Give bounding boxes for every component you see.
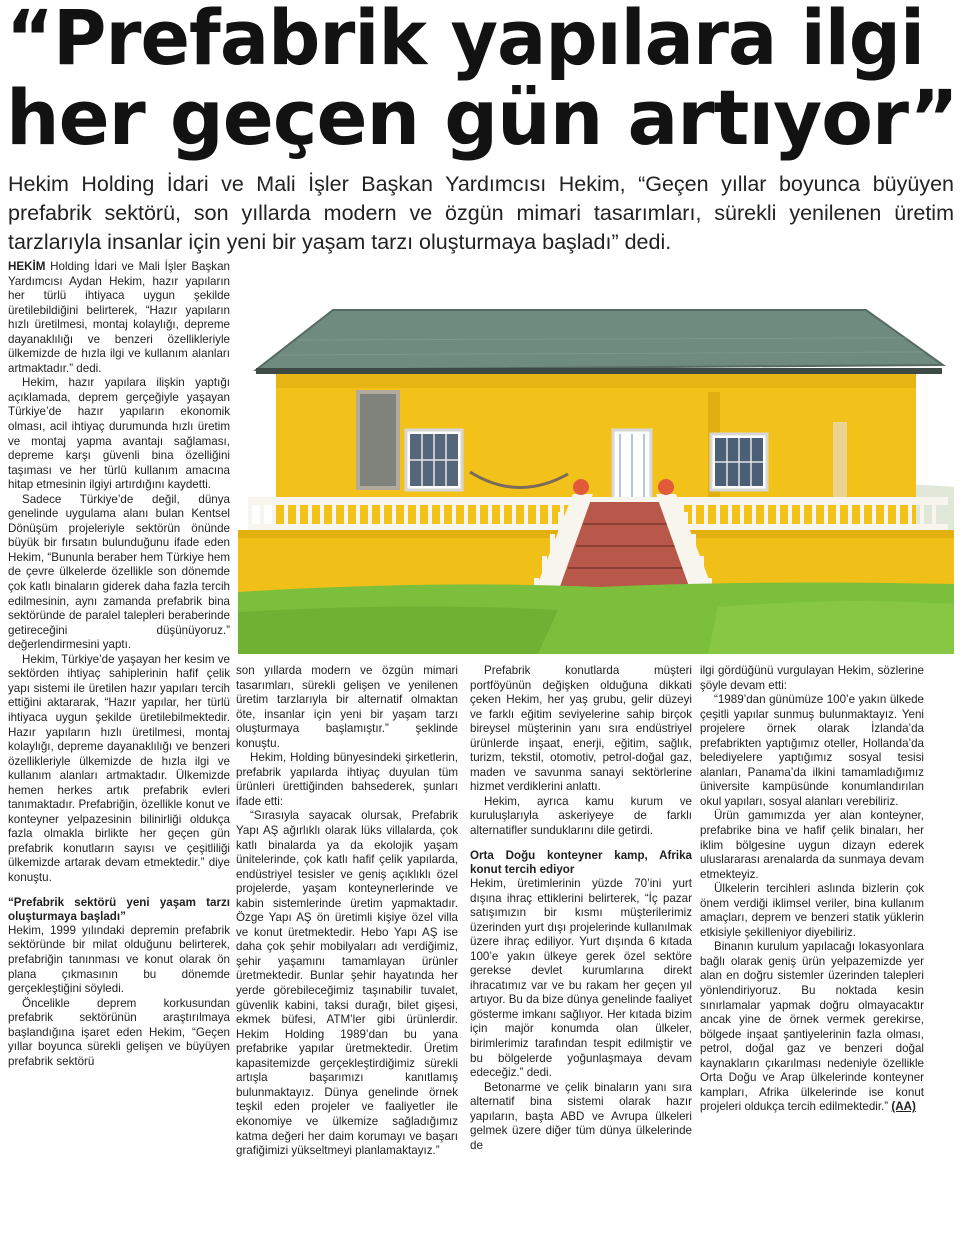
paragraph: “1989’dan günümüze 100’e yakın ülkede çeşitli yapılar sunmuş bulunmaktayız. Yeni projelere örnek olarak İzlanda’da prefabrikten yaptığımız oteller, Hollanda’da belediyelere yaptığımız sosyal tesisi alanları, Panama’da ilkini tamamladığımız üniversite kampüsünde konumlandırılan okul yapıları, sosyal alanları verebiliriz. <box>700 693 924 808</box>
subheading: Orta Doğu konteyner kamp, Afrika konut tercih ediyor <box>470 848 692 876</box>
house-photo <box>238 262 954 654</box>
paragraph: Hekim, ayrıca kamu kurum ve kuruluşlarıyla askeriyeye de farklı alternatifler sunduklarını dile getirdi. <box>470 794 692 838</box>
headline-line-1: “Prefabrik yapılara ilgi <box>6 0 925 82</box>
column-3 <box>470 664 692 1153</box>
deck-summary: Hekim Holding İdari ve Mali İşler Başkan Yardımcısı Hekim, “Geçen yıllar boyunca büyüyen prefabrik sektörü, son yıllarda modern ve özgün mimari tasarımları, sürekli yenilenen üretim tarzlarıyla insanlar için yeni bir yaşam tarzı oluşturmaya başladı” dedi. <box>8 172 954 254</box>
column-2 <box>236 664 458 1159</box>
paragraph: son yıllarda modern ve özgün mimari tasarımları, sürekli gelişen ve yenilenen üretim tarzlarıyla bir alternatif olmaktan öte, insanlar için yeni bir yaşam tarzı oluşturmaya başlamıştır.” şeklinde konuştu. <box>236 664 458 750</box>
paragraph: ilgi gördüğünü vurgulayan Hekim, sözlerine şöyle devam etti: <box>700 664 924 692</box>
paragraph-text: Binanın kurulum yapılacağı lokasyonlara bağlı olarak geniş ürün yelpazemizde yer alan en doğru sistemler üzerinden talepleri yönlendiriyoruz. Bu noktada kesin sınırlamalar yapmak doğru olmayacaktır ancak yine de örnek vermek gerekirse, bölgede inşaat şantiyelerinin fazla olması, petrol, doğal gaz ve benzeri doğal kaynakların çıkarılması nedeniyle özellikle Orta Doğu ve Arap ülkelerinde konteyner kampları, Afrika ülkelerinde ise konut projeleri oldukça tercih edilmektedir.” <box>700 940 924 1114</box>
paragraph: Hekim, Holding bünyesindeki şirketlerin, prefabrik yapılarda ihtiyaç duyulan tüm ürünleri ürettiğinden bahsederek, şunları ifade etti: <box>236 751 458 808</box>
headline-line-2: her geçen gün artıyor” <box>6 73 958 162</box>
paragraph: Öncelikle deprem korkusundan prefabrik sektörünün araştırılmaya başlandığına işaret eden Hekim, “Geçen yıllar boyunca sürekli gelişen ve büyüyen prefabrik sektörü <box>8 996 230 1068</box>
paragraph <box>8 260 230 376</box>
subheading: “Prefabrik sektörü yeni yaşam tarzı oluşturmaya başladı” <box>8 895 230 923</box>
paragraph <box>700 940 924 1115</box>
paragraph: Ürün gamımızda yer alan konteyner, prefabrike bina ve hafif çelik binaları, her iklim bölgesine uygun dizayn ederek uluslararası arenalarda da sunmaya devam etmekteyiz. <box>700 809 924 881</box>
lead-word: HEKİM <box>8 260 46 273</box>
column-4 <box>700 664 924 1115</box>
paragraph: Hekim, Türkiye’de yaşayan her kesim ve sektörden ihtiyaç sahiplerinin hafif çelik yapı sistemi ile üretilen hazır yapıları tercih ettiğini aktararak, “Hazır yapılar, her türlü ihtiyaca uygun şekilde üretilebilmektedir. Hazır yapıların hızlı üretilmesi, montaj kolaylığı, depreme dayanaklılığı ve benzeri özellikleriyle ülkemizde de hızla ilgi ve kullanım alanları artmaktadır. Ülkemizde hemen herkes artık prefabrik evleri tanımaktadır. Prefabriğin, özellikle konut ve konteyner yelpazesinin bilinirliği oldukça fazla olmakla birlikte her geçen gün prefabrik konutların sayısı ve çeşitliliği ülkemizde artarak devam etmektedir.” diye konuştu. <box>8 652 230 884</box>
paragraph-text: Holding İdari ve Mali İşler Başkan Yardımcısı Aydan Hekim, hazır yapıların her türlü ihtiyaca uygun şekilde üretilebildiğini belirterek, “Hazır yapıların hızlı üretilmesi, montaj kolaylığı, depreme dayanaklılığı ve benzeri özellikleriyle ülkemizde de hızla ilgi ve kullanım alanları artmaktadır.” dedi. <box>8 260 230 375</box>
headline <box>0 0 960 165</box>
source-credit: (AA) <box>891 1100 916 1114</box>
paragraph: Hekim, 1999 yılındaki depremin prefabrik sektöründe bir milat olduğunu belirterek, prefabriğin tanınması ve konut olarak ön plana çıkmasının bu dönemde gerçekleştiğini söyledi. <box>8 923 230 996</box>
paragraph: Prefabrik konutlarda müşteri portföyünün değişken olduğuna dikkati çeken Hekim, her yaş grubu, gelir düzeyi ve farklı eğitim seviyelerine sahip birçok bireysel müşterinin yanı sıra endüstriyel ürünlerde inşaat, enerji, eğitim, sağlık, turizm, tekstil, otomotiv, petrol-doğal gaz, maden ve savunma sanayi sektörlerine hizmet verdiklerini anlattı. <box>470 664 692 794</box>
paragraph: Hekim, üretimlerinin yüzde 70’ini yurt dışına ihraç ettiklerini belirterek, “İç pazar satışımızın bir kısmı müşterilerimiz üzerinden yurt dışı projelerinde kullanılmak üzere ihraç ediliyor. Yurt dışında 6 kıtada 100’e yakın ülkeye gerek özel sektöre gerekse devlet kurumlarına direkt ihracatımız var ve bu rakam her geçen yıl artıyor. Bu da bize dünya genelinde faaliyet gösterme imkanı sağlıyor. Her kıtada bizim için majör konumda olan ülkeler, birimlerimiz tarafından tespit edilmiştir ve bu bölgelerde yoğunlaşmaya devam edeceğiz.” dedi. <box>470 876 692 1080</box>
column-1 <box>8 260 230 1069</box>
paragraph: Hekim, hazır yapılara ilişkin yaptığı açıklamada, deprem gerçeğiyle yaşayan Türkiye’de hazır yapıların ekonomik olması, acil ihtiyaç durumunda hızlı üretim ve montaj yapma avantajı sağlaması, depreme karşı güvenli bina özelliğini taşıması ve her türlü kullanım amacına hitap etmesinin ilgiyi artırdığını kaydetti. <box>8 376 230 492</box>
paragraph: “Sırasıyla sayacak olursak, Prefabrik Yapı AŞ ağırlıklı olarak lüks villalarda, çok katlı binalarda ya da ekolojik yaşam ünitelerinde, çok katlı hafif çelik yapılarda, endüstriyel tesisler ve geniş açıklıklı özel projelerde, yaşam konteynerlerinde ve kabin sistemlerinde üretim yapmaktadır. Özge Yapı AŞ ön üretimli kişiye özel villa ve konut üretmektedir. Hebo Yapı AŞ ise daha çok şehir mobilyaları adı verdiğimiz, şehir yaşamını tamamlayan ürünler üretmektedir. Bunlar şehir hayatında her yerde görebileceğimiz taşınabilir tuvalet, güvenlik kabini, taksi durağı, bilet gişesi, ekmek büfesi, ATM’ler gibi ürünlerdir. Hekim Holding 1989’dan bu yana prefabrike yapılar üretmektedir. Üretim kapasitemizde gerçekleştirdiğimiz sürekli artışla başarımızı kanıtlamış bulunmaktayız. Dünya genelinde örnek teşkil eden projeler ve faaliyetler ile ekonomiye ve ülkemize sağladığımız katma değeri her daim korumayı ve başarı grafiğimizi yükseltmeyi planlamaktayız.” <box>236 809 458 1158</box>
paragraph: Betonarme ve çelik binaların yanı sıra alternatif bina sistemi olarak hazır yapıların, başta ABD ve Avrupa ülkeleri gelmek üzere diğer tüm dünya ülkelerinde de <box>470 1080 692 1152</box>
paragraph: Ülkelerin tercihleri aslında bizlerin çok önem verdiği iklimsel veriler, bina kullanım amaçları, deprem ve benzeri statik yüklerin etkisiyle şekilleniyor diyebiliriz. <box>700 882 924 939</box>
paragraph: Sadece Türkiye’de değil, dünya genelinde uygulama alanı bulan Kentsel Dönüşüm projeleriyle sektörün önünde büyük bir fırsatın bulunduğunu ifade eden Hekim, “Bununla beraber hem Türkiye hem de çevre ülkelerde özellikle son dönemde çok katlı binaların giderek daha fazla tercih edilmesinin, aynı zamanda prefabrik bina sektöründe de paralel talepleri beraberinde getireceğini düşünüyoruz.” değerlendirmesini yaptı. <box>8 492 230 652</box>
